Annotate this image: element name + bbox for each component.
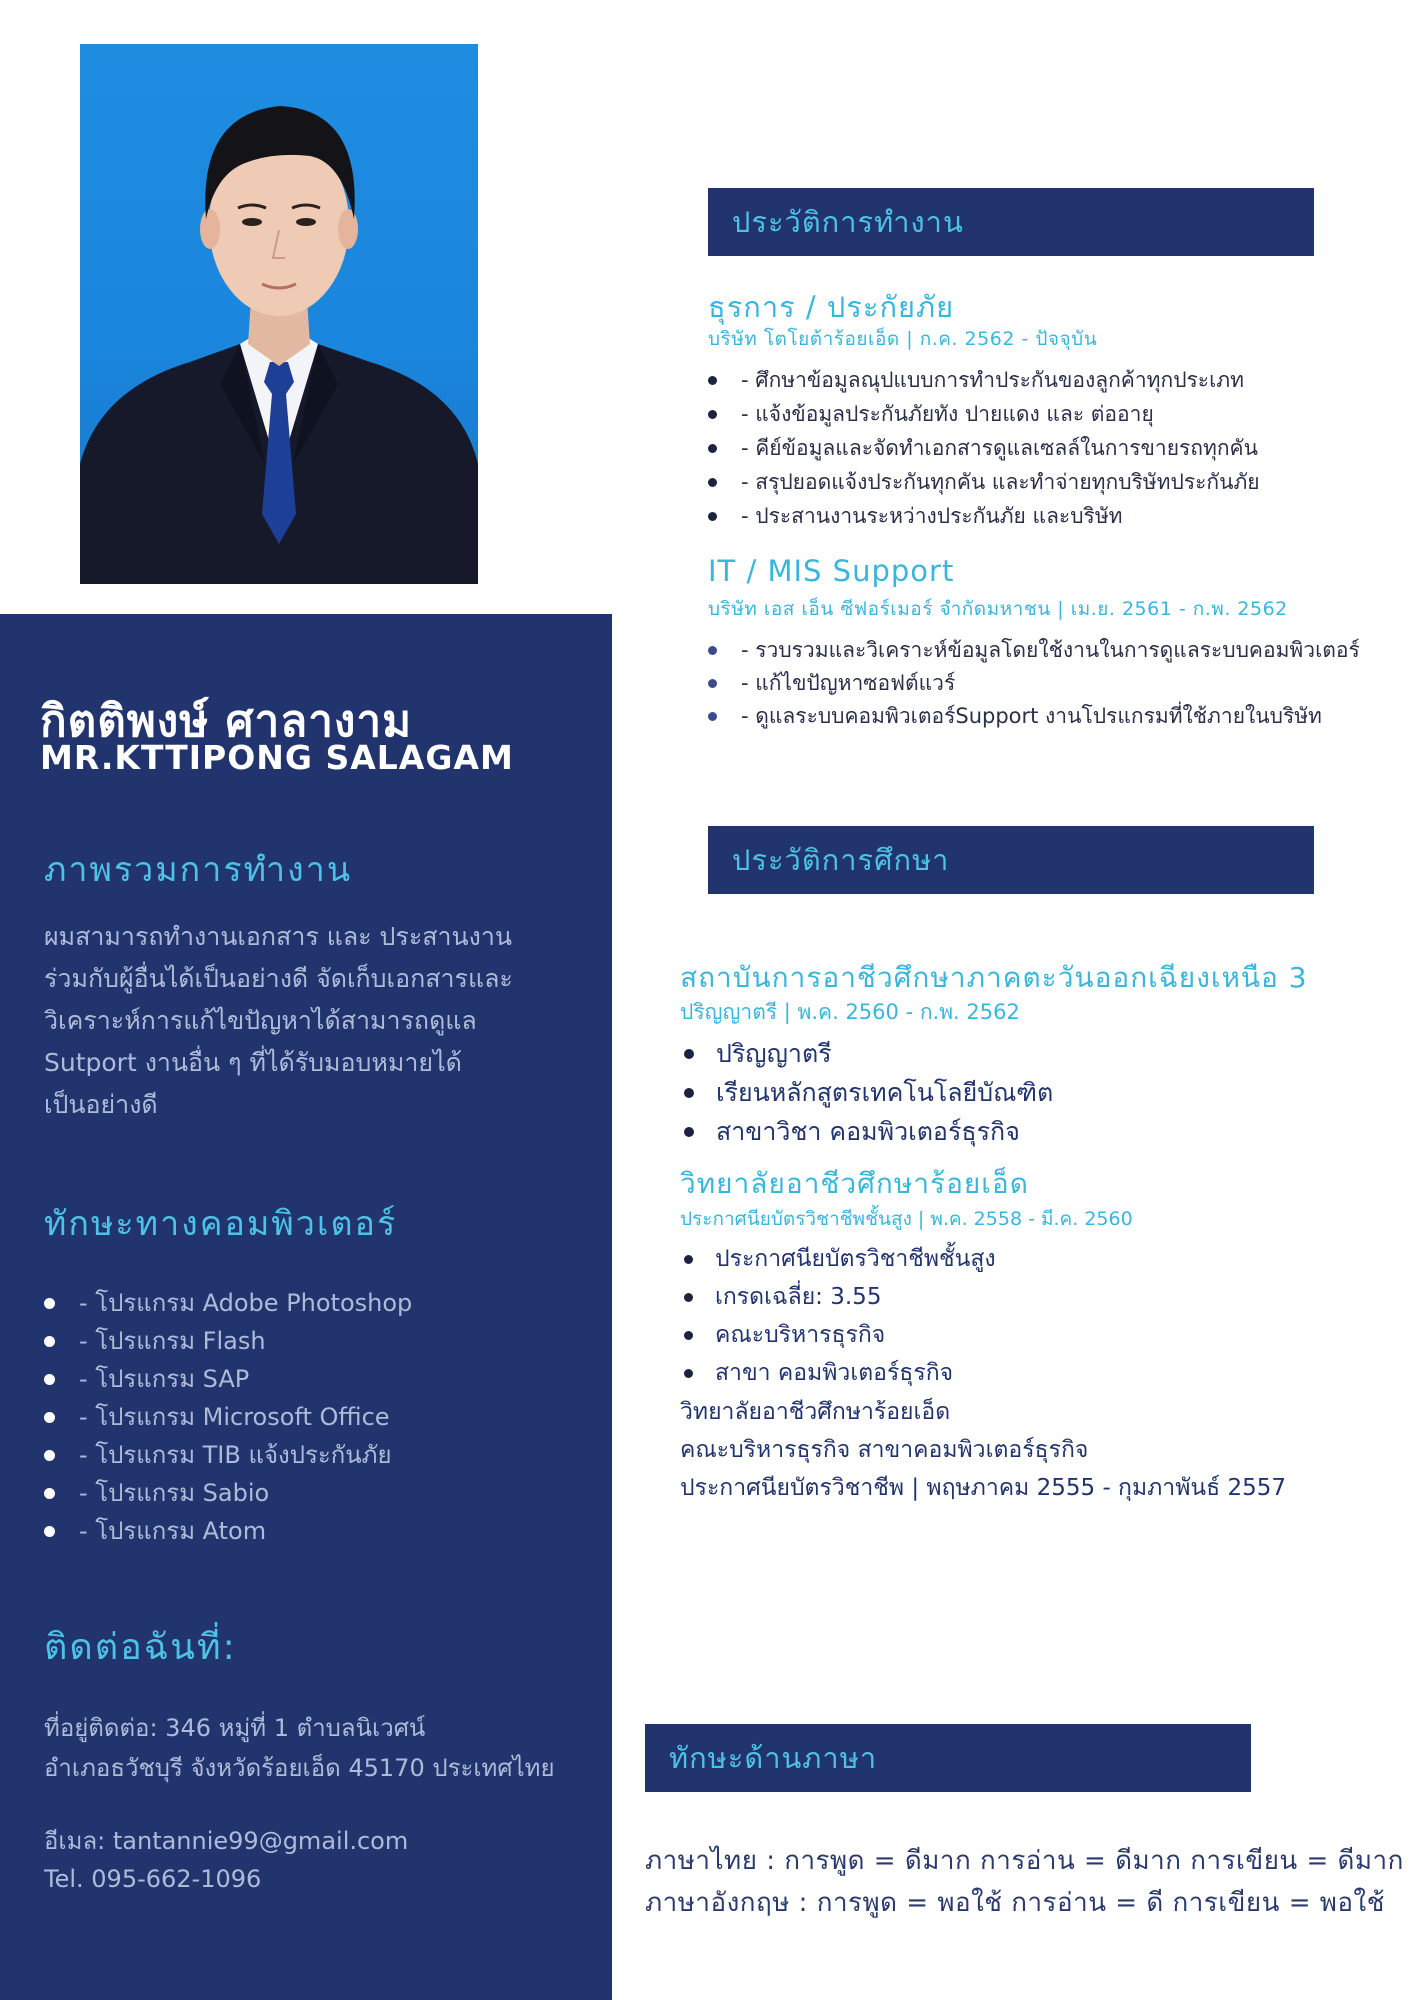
bullet-icon — [708, 679, 717, 688]
work-history-heading: ประวัติการทำงาน — [708, 188, 1314, 256]
list-item — [44, 1436, 412, 1474]
bullet-icon — [44, 1374, 55, 1385]
list-item — [44, 1474, 412, 1512]
bullet-icon — [708, 478, 717, 487]
phone-number: Tel. 095-662-1096 — [44, 1865, 262, 1893]
list-item — [684, 1073, 1053, 1112]
bullet-icon — [708, 376, 717, 385]
bullet-icon — [44, 1450, 55, 1461]
list-item — [708, 431, 1260, 465]
skill-label: - โปรแกรม Atom — [79, 1517, 267, 1545]
bullet-icon — [44, 1412, 55, 1423]
job-subtitle: บริษัท โตโยต้าร้อยเอ็ด | ก.ค. 2562 - ปัจจุบัน — [708, 328, 1098, 350]
list-item — [684, 1316, 996, 1354]
bullet-icon — [684, 1369, 693, 1378]
name-english: MR.KTTIPONG SALAGAM — [40, 738, 514, 777]
computer-skills-heading: ทักษะทางคอมพิวเตอร์ — [44, 1204, 398, 1244]
duty-text: - แก้ไขปัญหาซอฟต์แวร์ — [741, 671, 956, 695]
contact-details — [44, 1822, 408, 1898]
skill-label: - โปรแกรม Flash — [79, 1327, 266, 1355]
bullet-icon — [44, 1298, 55, 1309]
school-name: วิทยาลัยอาชีวศึกษาร้อยเอ็ด — [680, 1167, 1029, 1200]
overview-line: เป็นอย่างดี — [44, 1090, 158, 1119]
profile-photo — [80, 44, 478, 584]
list-item — [44, 1512, 412, 1550]
duty-text: - รวบรวมและวิเคราะห์ข้อมูลโดยใช้งานในการดูแลระบบคอมพิวเตอร์ — [741, 638, 1360, 662]
overview-line: Sutport งานอื่น ๆ ที่ได้รับมอบหมายได้ — [44, 1048, 462, 1077]
bullet-icon — [708, 646, 717, 655]
bullet-icon — [708, 512, 717, 521]
school-name: สถาบันการอาชีวศึกษาภาคตะวันออกเฉียงเหนือ 3 — [680, 961, 1308, 994]
overview-text — [44, 916, 513, 1126]
list-item — [708, 465, 1260, 499]
list-item — [684, 1240, 996, 1278]
bullet-icon — [684, 1127, 694, 1137]
duty-text: - สรุปยอดแจ้งประกันทุกคัน และทำจ่ายทุกบริษัทประกันภัย — [741, 469, 1260, 494]
bullet-icon — [44, 1336, 55, 1347]
detail-text: สาขาวิชา คอมพิวเตอร์ธุรกิจ — [716, 1116, 1020, 1146]
list-item — [44, 1360, 412, 1398]
bullet-icon — [684, 1331, 693, 1340]
bullet-icon — [708, 444, 717, 453]
job-subtitle: บริษัท เอส เอ็น ซีฟอร์เมอร์ จำกัดมหาชน | เม.ย. 2561 - ก.พ. 2562 — [708, 598, 1288, 620]
overview-line: วิเคราะห์การแก้ไขปัญหาได้สามารถดูแล — [44, 1006, 477, 1035]
duty-text: - ศึกษาข้อมูลณุปแบบการทำประกันของลูกค้าทุกประเภท — [741, 367, 1244, 392]
bullet-icon — [684, 1049, 694, 1059]
job-duties-list — [708, 634, 1360, 733]
bullet-icon — [684, 1293, 693, 1302]
education-extra-line: ประกาศนียบัตรวิชาชีพ | พฤษภาคม 2555 - กุมภาพันธ์ 2557 — [680, 1475, 1286, 1501]
list-item — [708, 634, 1360, 667]
bullet-icon — [44, 1488, 55, 1499]
job-duties-list — [708, 363, 1260, 533]
list-item — [44, 1398, 412, 1436]
overview-heading: ภาพรวมการทำงาน — [44, 850, 353, 890]
contact-address — [44, 1708, 555, 1788]
computer-skills-list — [44, 1284, 412, 1550]
list-item — [684, 1112, 1053, 1151]
list-item — [708, 667, 1360, 700]
job-title: IT / MIS Support — [708, 554, 955, 588]
language-thai: ภาษาไทย : การพูด = ดีมาก การอ่าน = ดีมาก การเขียน = ดีมาก — [645, 1846, 1404, 1876]
school-subtitle: ปริญญาตรี | พ.ค. 2560 - ก.พ. 2562 — [680, 1000, 1020, 1024]
list-item — [684, 1354, 996, 1392]
detail-text: ประกาศนียบัตรวิชาชีพชั้นสูง — [715, 1246, 996, 1272]
list-item — [708, 700, 1360, 733]
address-line: ที่อยู่ติดต่อ: 346 หมู่ที่ 1 ตำบลนิเวศน์ — [44, 1714, 426, 1742]
skill-label: - โปรแกรม SAP — [79, 1365, 250, 1393]
school-subtitle: ประกาศนียบัตรวิชาชีพชั้นสูง | พ.ค. 2558 - มี.ค. 2560 — [680, 1208, 1133, 1230]
list-item — [684, 1278, 996, 1316]
bullet-icon — [684, 1255, 693, 1264]
language-skills-heading: ทักษะด้านภาษา — [645, 1724, 1251, 1792]
list-item — [708, 363, 1260, 397]
list-item — [708, 397, 1260, 431]
bullet-icon — [684, 1088, 694, 1098]
list-item — [684, 1034, 1053, 1073]
bullet-icon — [708, 410, 717, 419]
contact-heading: ติดต่อฉันที่: — [44, 1627, 237, 1668]
bullet-icon — [44, 1526, 55, 1537]
language-english: ภาษาอังกฤษ : การพูด = พอใช้ การอ่าน = ดี การเขียน = พอใช้ — [645, 1888, 1385, 1918]
duty-text: - ประสานงานระหว่างประกันภัย และบริษัท — [741, 503, 1123, 528]
detail-text: สาขา คอมพิวเตอร์ธุรกิจ — [715, 1360, 954, 1386]
duty-text: - แจ้งข้อมูลประกันภัยทัง ปายแดง และ ต่ออายุ — [741, 401, 1154, 426]
skill-label: - โปรแกรม Adobe Photoshop — [79, 1289, 413, 1317]
address-line: อำเภอธวัชบุรี จังหวัดร้อยเอ็ด 45170 ประเทศไทย — [44, 1754, 555, 1782]
detail-text: ปริญญาตรี — [716, 1038, 832, 1068]
overview-line: ร่วมกับผู้อื่นได้เป็นอย่างดี จัดเก็บเอกสารและ — [44, 964, 513, 993]
school-details-list — [684, 1240, 996, 1392]
duty-text: - ดูแลระบบคอมพิวเตอร์Support งานโปรแกรมที่ใช้ภายในบริษัท — [741, 704, 1322, 728]
school-details-list — [684, 1034, 1053, 1151]
detail-text: คณะบริหารธุรกิจ — [715, 1322, 886, 1348]
detail-text: เรียนหลักสูตรเทคโนโลยีบัณฑิต — [716, 1077, 1054, 1107]
list-item — [708, 499, 1260, 533]
detail-text: เกรดเฉลี่ย: 3.55 — [715, 1284, 882, 1310]
skill-label: - โปรแกรม Microsoft Office — [79, 1403, 390, 1431]
duty-text: - คีย์ข้อมูลและจัดทำเอกสารดูแลเซลล์ในการขายรถทุกคัน — [741, 435, 1258, 460]
list-item — [44, 1322, 412, 1360]
job-title: ธุรการ / ประกัยภัย — [708, 290, 955, 324]
education-extra-line: วิทยาลัยอาชีวศึกษาร้อยเอ็ด — [680, 1399, 951, 1425]
skill-label: - โปรแกรม TIB แจ้งประกันภัย — [79, 1441, 392, 1469]
education-extra-line: คณะบริหารธุรกิจ สาขาคอมพิวเตอร์ธุรกิจ — [680, 1437, 1089, 1463]
list-item — [44, 1284, 412, 1322]
skill-label: - โปรแกรม Sabio — [79, 1479, 270, 1507]
bullet-icon — [708, 712, 717, 721]
name-thai: กิตติพงษ์ ศาลางาม — [40, 696, 413, 747]
education-heading: ประวัติการศึกษา — [708, 826, 1314, 894]
email-link[interactable]: อีเมล: tantannie99@gmail.com — [44, 1827, 409, 1855]
overview-line: ผมสามารถทำงานเอกสาร และ ประสานงาน — [44, 922, 512, 951]
